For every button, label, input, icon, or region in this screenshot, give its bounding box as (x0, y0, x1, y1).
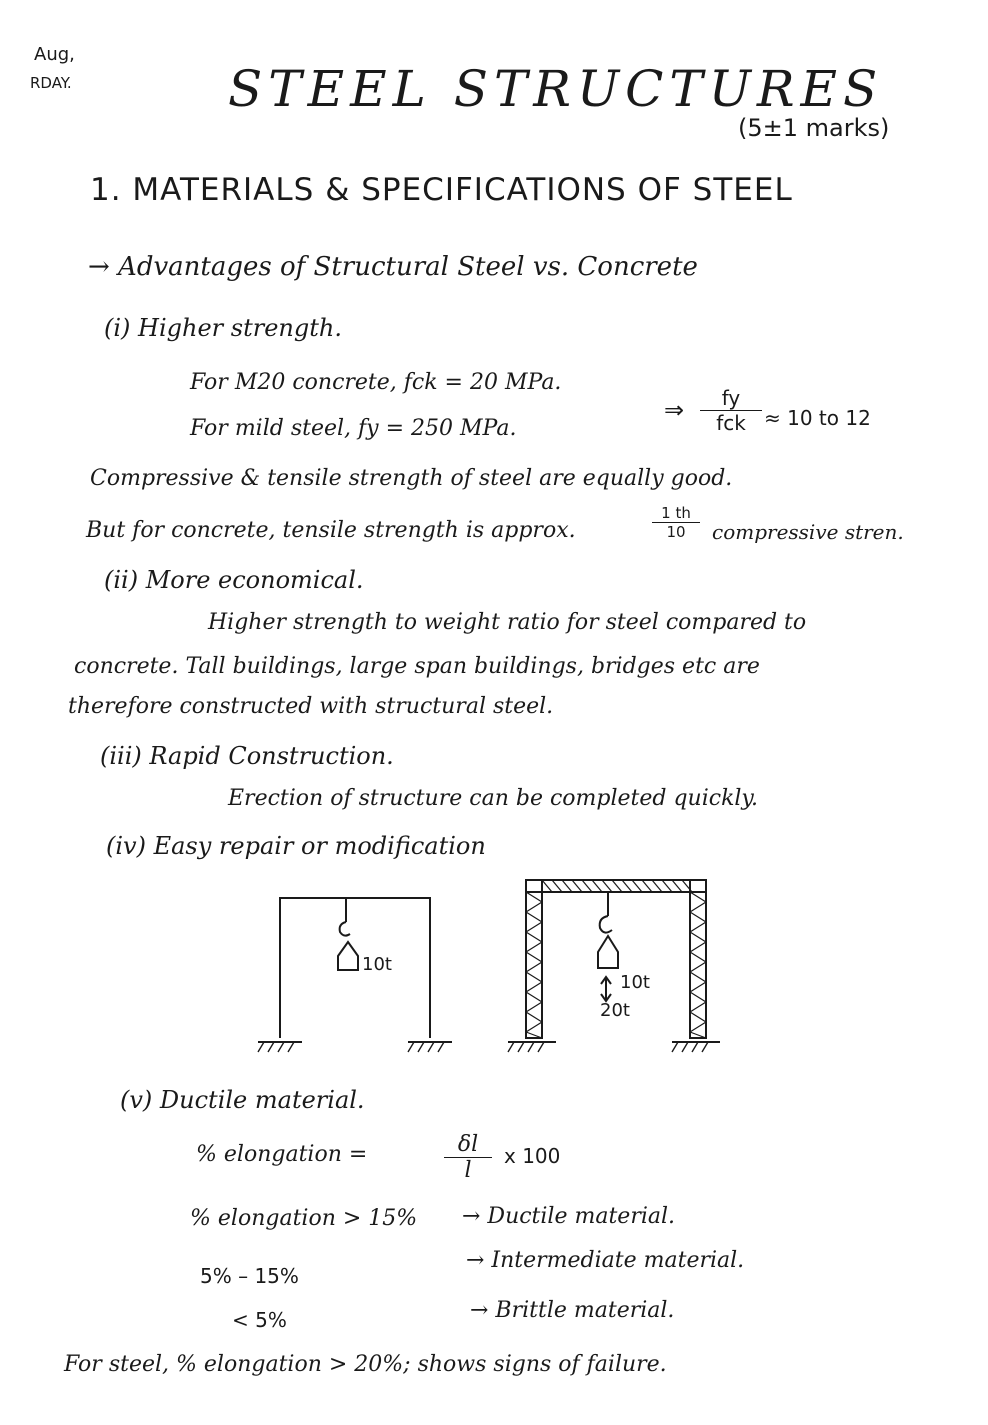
point-1-line4a: But for concrete, tensile strength is approx. (86, 518, 576, 543)
point-1-line4b: compressive stren. (712, 520, 904, 544)
formula-fraction (444, 1132, 492, 1183)
row3-left: < 5% (232, 1308, 287, 1332)
row3-right: → Brittle material. (470, 1298, 675, 1323)
figure-2-load-a: 10t (620, 972, 650, 993)
row1-right: → Ductile material. (462, 1204, 676, 1229)
point-2-line3: therefore constructed with structural steel. (68, 694, 554, 719)
point-3-line1: Erection of structure can be completed quickly. (228, 786, 758, 811)
row2-left: 5% – 15% (200, 1264, 299, 1288)
figure-2-load-b: 20t (600, 1000, 630, 1021)
point-2-label: (ii) More economical. (104, 566, 364, 594)
marks-note: (5±1 marks) (738, 114, 890, 142)
point-1-line1: For M20 concrete, fck = 20 MPa. (190, 370, 562, 395)
point-1-line3: Compressive & tensile strength of steel are equally good. (90, 466, 733, 491)
final-statement: For steel, % elongation > 20%; shows signs of failure. (64, 1352, 667, 1377)
point-2-line1: Higher strength to weight ratio for steel compared to (208, 610, 807, 635)
corner-note-line2: RDAY. (30, 74, 72, 92)
formula-numerator: δl (444, 1132, 492, 1158)
subheading: → Advantages of Structural Steel vs. Concrete (88, 252, 698, 282)
row2-right: → Intermediate material. (466, 1248, 745, 1273)
tenth-denominator: 10 (666, 523, 686, 541)
simple-frame-figure (258, 898, 452, 1052)
point-5-label: (v) Ductile material. (120, 1086, 365, 1114)
formula-lhs: % elongation = (196, 1142, 368, 1167)
lattice-frame-figure (508, 880, 720, 1052)
section-heading: 1. MATERIALS & SPECIFICATIONS OF STEEL (90, 172, 793, 208)
point-4-label: (iv) Easy repair or modification (106, 832, 486, 860)
point-1-label: (i) Higher strength. (104, 314, 342, 342)
corner-note-line1: Aug, (34, 44, 75, 65)
point-1-line2: For mild steel, fy = 250 MPa. (190, 416, 517, 441)
ratio-denominator: fck (716, 411, 746, 435)
ratio-numerator: fy (700, 386, 762, 411)
point-2-line2: concrete. Tall buildings, large span buildings, bridges etc are (74, 654, 760, 679)
figure-1-load: 10t (362, 954, 392, 975)
formula-denominator: l (464, 1158, 472, 1183)
row1-left: % elongation > 15% (190, 1206, 418, 1231)
point-3-label: (iii) Rapid Construction. (100, 742, 394, 770)
formula-multiplier: x 100 (504, 1144, 561, 1168)
ratio-result: ≈ 10 to 12 (764, 406, 871, 430)
implies-symbol: ⇒ (664, 396, 685, 424)
page-title: STEEL STRUCTURES (228, 60, 884, 118)
tenth-numerator: 1 th (652, 504, 700, 523)
